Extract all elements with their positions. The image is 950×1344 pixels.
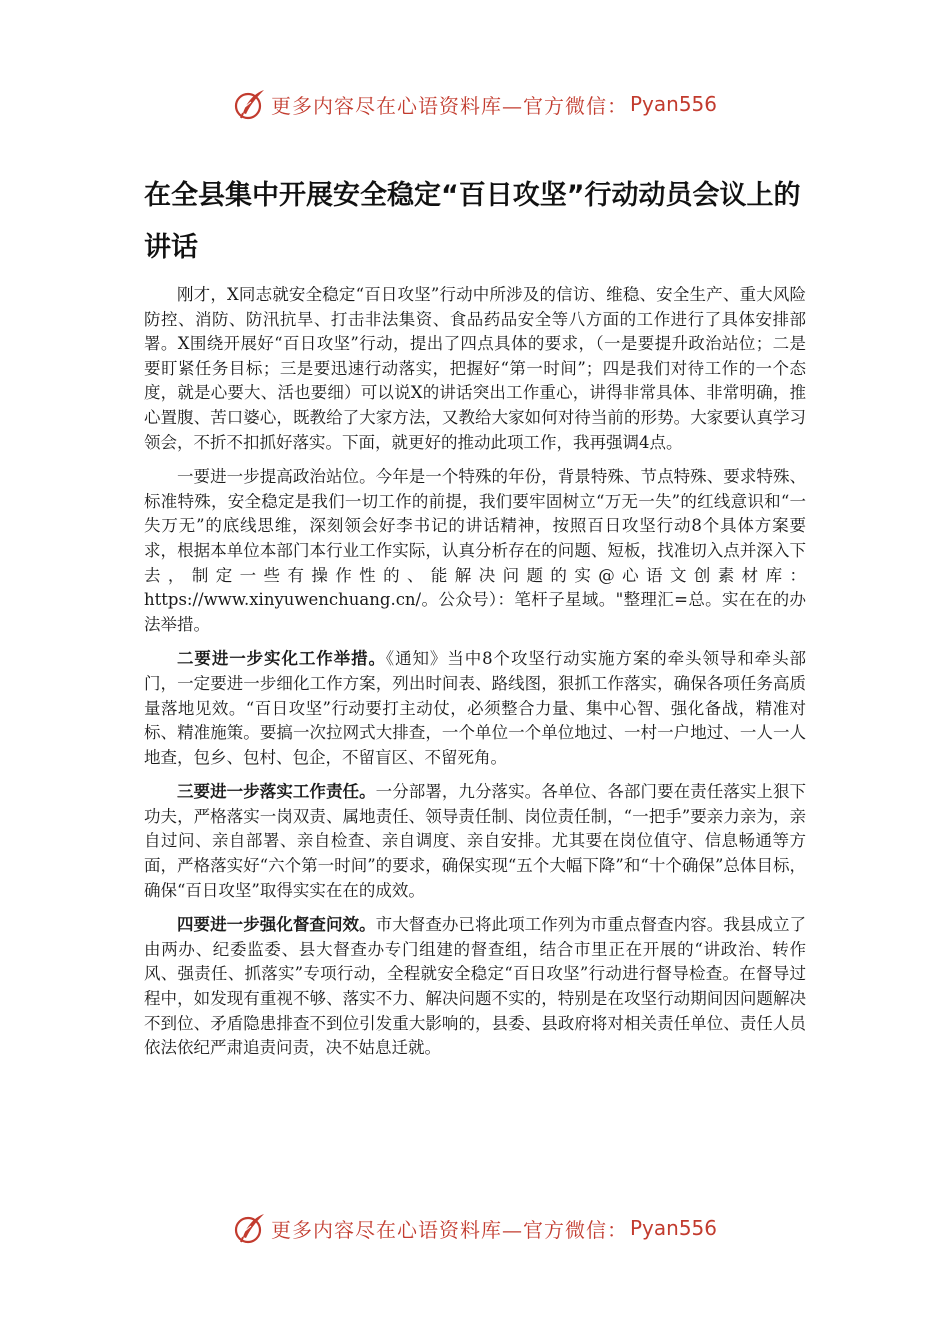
- point-3-heading: 三要进一步落实工作责任。: [177, 782, 376, 802]
- point-4-body: 市大督查办已将此项工作列为市重点督查内容。我县成立了由两办、纪委监委、县大督查办专门组建的督查组，结合市里正在开展的“讲政治、转作风、强责任、抓落实”专项行动，全程就安全稳定“百日攻坚”行动进行督导检查。在督导过程中，如发现有重视不够、落实不力、解决问题不实的，特别是在攻坚行动期间因问题解决不到位、矛盾隐患排查不到位引发重大影响的，县委、县政府将对相关责任单位、责任人员依法依纪严肃追责问责，决不姑息迁就。: [144, 915, 807, 1058]
- footer-banner: [0, 1210, 950, 1246]
- banner-text: 更多内容尽在心语资料库—官方微信：: [270, 1217, 628, 1242]
- header-banner: [0, 86, 950, 122]
- quill-pen-icon: [233, 1211, 267, 1245]
- point-3-body: 一分部署，九分落实。各单位、各部门要在责任落实上狠下功夫，严格落实一岗双责、属地责任、领导责任制、岗位责任制，“一把手”要亲力亲为，亲自过问、亲自部署、亲自检查、亲自调度、亲自安排。尤其要在岗位值守、信息畅通等方面，严格落实好“六个第一时间”的要求，确保实现“五个大幅下降”和“十个确保”总体目标，确保“百日攻坚”取得实实在在的成效。: [144, 782, 807, 900]
- point-4-paragraph: [144, 913, 806, 1061]
- quill-pen-icon: [233, 87, 267, 121]
- document-title: 在全县集中开展安全稳定“百日攻坚”行动动员会议上的讲话: [144, 180, 801, 263]
- point-1-paragraph: 一要进一步提高政治站位。今年是一个特殊的年份，背景特殊、节点特殊、要求特殊、标准特殊，安全稳定是我们一切工作的前提，我们要牢固树立“万无一失”的红线意识和“一失万无”的底线思维，深刻领会好李书记的讲话精神，按照百日攻坚行动8个具体方案要求，根据本单位本部门本行业工作实际，认真分析存在的问题、短板，找准切入点并深入下去，制定一些有操作性的、能解决问题的实@心语文创素材库：https://www.xinyuwenchuang.cn/。公众号）：笔杆子星域。"整理汇=总。实在在的办法举措。: [144, 467, 806, 634]
- wechat-id: Pyan556: [629, 1216, 717, 1240]
- wechat-id: Pyan556: [629, 92, 717, 116]
- point-3-paragraph: [144, 780, 806, 903]
- intro-paragraph: 刚才，X同志就安全稳定“百日攻坚”行动中所涉及的信访、维稳、安全生产、重大风险防控、消防、防汛抗旱、打击非法集资、食品药品安全等八方面的工作进行了具体安排部署。X围绕开展好“百日攻坚”行动，提出了四点具体的要求，（一是要提升政治站位；二是要盯紧任务目标；三是要迅速行动落实，把握好“第一时间”；四是我们对待工作的一个态度，就是心要大、活也要细）可以说X的讲话突出工作重心，讲得非常具体、非常明确，推心置腹、苦口婆心，既教给了大家方法，又教给大家如何对待当前的形势。大家要认真学习领会，不折不扣抓好落实。下面，就更好的推动此项工作，我再强调4点。: [144, 285, 806, 452]
- point-2-body: 《通知》当中8个攻坚行动实施方案的牵头领导和牵头部门，一定要进一步细化工作方案，列出时间表、路线图，狠抓工作落实，确保各项任务高质量落地见效。“百日攻坚”行动要打主动仗，必须整合力量、集中心智、强化备战，精准对标、精准施策。要搞一次拉网式大排查，一个单位一个单位地过、一村一户地过、一人一人地查，包乡、包村、包企，不留盲区、不留死角。: [144, 649, 807, 767]
- banner-text: 更多内容尽在心语资料库—官方微信：: [270, 93, 628, 118]
- point-4-heading: 四要进一步强化督查问效。: [177, 915, 376, 935]
- document-body: [144, 283, 806, 1071]
- point-2-heading: 二要进一步实化工作举措。: [177, 649, 386, 669]
- point-2-paragraph: [144, 647, 806, 770]
